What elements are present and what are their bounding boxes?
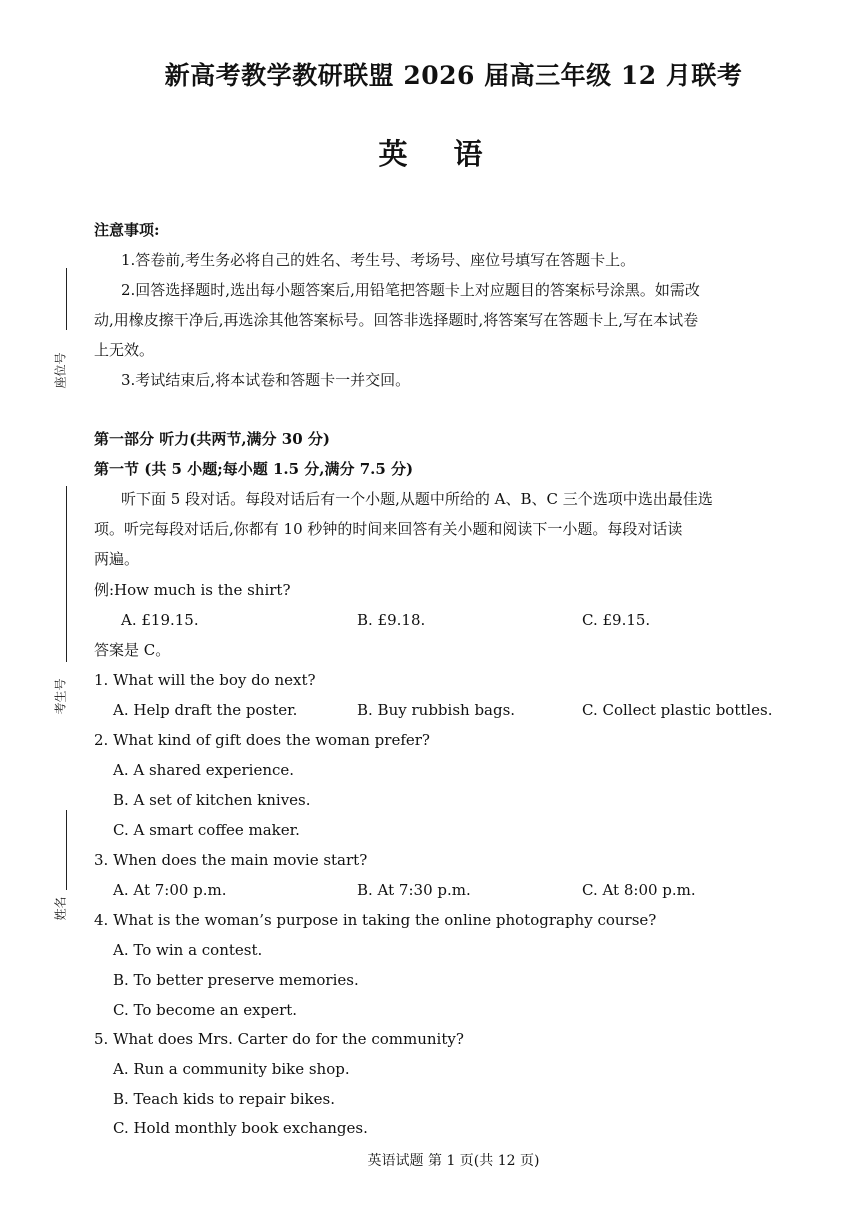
- instructions-line-3: 两遍。: [94, 550, 140, 568]
- question-2-option-a: A. A shared experience.: [113, 761, 295, 779]
- question-1-option-a: A. Help draft the poster.: [113, 701, 298, 719]
- question-5: 5. What does Mrs. Carter do for the community?: [94, 1030, 464, 1048]
- subject-title: 英语: [378, 137, 529, 171]
- question-4: 4. What is the woman’s purpose in taking the online photography course?: [94, 911, 657, 929]
- example-question: 例:How much is the shirt?: [94, 581, 291, 599]
- question-1-option-c: C. Collect plastic bottles.: [582, 701, 773, 719]
- exam-number-line: [66, 486, 67, 662]
- question-3: 3. When does the main movie start?: [94, 851, 368, 869]
- exam-number-label: 考生号: [53, 678, 68, 715]
- question-1: 1. What will the boy do next?: [94, 671, 316, 689]
- seat-number-line: [66, 268, 67, 330]
- notice-item-3: 3.考试结束后,将本试卷和答题卡一并交回。: [121, 371, 411, 389]
- section-1-heading: 第一节 (共 5 小题;每小题 1.5 分,满分 7.5 分): [94, 460, 414, 478]
- example-option-c: C. £9.15.: [582, 611, 651, 629]
- question-1-option-b: B. Buy rubbish bags.: [357, 701, 516, 719]
- question-4-option-a: A. To win a contest.: [113, 941, 263, 959]
- instructions-line-2: 项。听完每段对话后,你都有 10 秒钟的时间来回答有关小题和阅读下一小题。每段对话读: [94, 520, 683, 538]
- question-5-option-a: A. Run a community bike shop.: [113, 1060, 350, 1078]
- part-1-heading: 第一部分 听力(共两节,满分 30 分): [94, 430, 330, 448]
- question-3-option-b: B. At 7:30 p.m.: [357, 881, 471, 899]
- exam-title: 新高考教学教研联盟 2026 届高三年级 12 月联考: [164, 61, 743, 90]
- question-5-option-b: B. Teach kids to repair bikes.: [113, 1090, 335, 1108]
- example-option-a: A. £19.15.: [121, 611, 199, 629]
- question-2-option-c: C. A smart coffee maker.: [113, 821, 300, 839]
- question-2: 2. What kind of gift does the woman prefer?: [94, 731, 430, 749]
- notice-item-2-line-1: 2.回答选择题时,选出每小题答案后,用铅笔把答题卡上对应题目的答案标号涂黑。如需改: [121, 281, 700, 299]
- notice-item-1: 1.答卷前,考生务必将自己的姓名、考生号、考场号、座位号填写在答题卡上。: [121, 251, 636, 269]
- instructions-line-1: 听下面 5 段对话。每段对话后有一个小题,从题中所给的 A、B、C 三个选项中选出最佳选: [121, 490, 713, 508]
- name-label: 姓名: [53, 896, 68, 921]
- notice-item-2-line-2: 动,用橡皮擦干净后,再选涂其他答案标号。回答非选择题时,将答案写在答题卡上,写在本试卷: [94, 311, 699, 329]
- example-answer: 答案是 C。: [94, 641, 171, 659]
- example-option-b: B. £9.18.: [357, 611, 426, 629]
- question-4-option-b: B. To better preserve memories.: [113, 971, 359, 989]
- seat-number-label: 座位号: [53, 352, 68, 389]
- question-2-option-b: B. A set of kitchen knives.: [113, 791, 311, 809]
- question-3-option-c: C. At 8:00 p.m.: [582, 881, 696, 899]
- notice-item-2-line-3: 上无效。: [94, 341, 155, 359]
- question-4-option-c: C. To become an expert.: [113, 1001, 298, 1019]
- question-5-option-c: C. Hold monthly book exchanges.: [113, 1119, 368, 1137]
- question-3-option-a: A. At 7:00 p.m.: [113, 881, 227, 899]
- notice-heading: 注意事项:: [94, 221, 160, 239]
- page-footer: 英语试题 第 1 页(共 12 页): [367, 1153, 540, 1169]
- name-line: [66, 810, 67, 890]
